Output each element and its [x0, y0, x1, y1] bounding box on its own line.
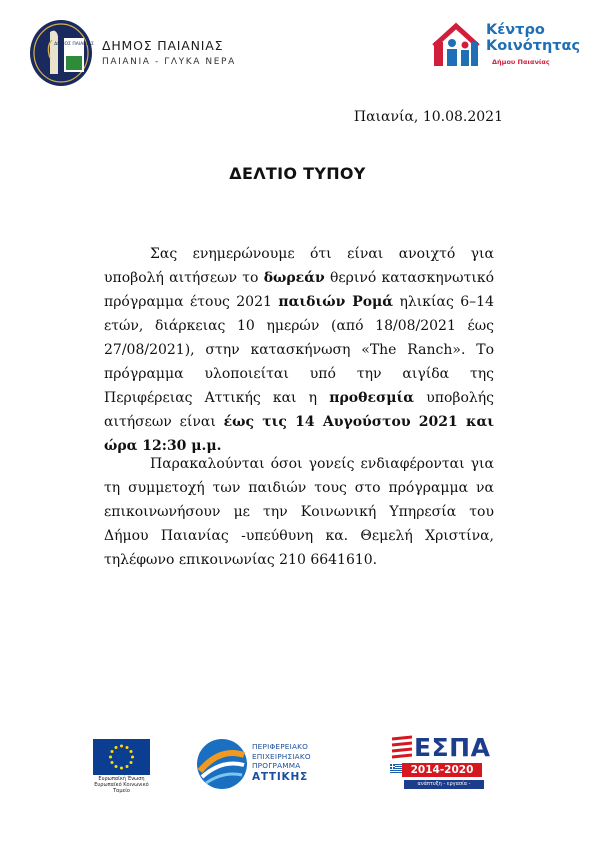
municipality-seal-icon	[28, 18, 94, 88]
kentro-koinotitas-logo	[430, 18, 588, 80]
municipality-subtitle: ΠΑΙΑΝΙΑ - ΓΛΥΚΑ ΝΕΡΑ	[102, 57, 236, 67]
p1-bold-date: έως τις 14 Αυγούστου 2021 και ώρα 12:30 μ.μ.	[104, 414, 494, 454]
espa-years: 2014-2020	[402, 763, 482, 777]
p1-bold-deadline: προθεσμία	[329, 390, 415, 406]
p2-text: Παρακαλούνται όσοι γονείς ενδιαφέρονται για τη συμμετοχή των παιδιών τους στο πρόγραμμα να επικοινωνήσουν με την Κοινωνική Υπηρεσία του Δήμου Παιανίας -υπεύθυνη κα. Θεμελή Χριστίνα, τηλέφωνο επικοινωνίας 210 6641610.	[104, 456, 494, 568]
document-date: Παιανία, 10.08.2021	[353, 109, 503, 125]
eu-caption-2: Ευρωπαϊκό Κοινωνικό Ταμείο	[94, 782, 149, 794]
p1-text-4: υποβολής αιτήσεων είναι	[104, 390, 494, 430]
espa-logo-icon	[390, 735, 414, 761]
espa-logo	[390, 733, 491, 796]
pep-line-2: ΕΠΙΧΕΙΡΗΣΙΑΚΟ	[252, 751, 311, 761]
pep-line-3: ΠΡΟΓΡΑΜΜΑ	[252, 761, 301, 770]
kentro-subtitle: Δήμου Παιανίας	[492, 58, 550, 66]
greek-flag-icon	[390, 764, 402, 773]
kentro-koinotitas-logo-icon	[430, 20, 482, 70]
kentro-line1: Κέντρο	[486, 22, 545, 38]
espa-title: ΕΣΠΑ	[414, 733, 491, 762]
municipality-name: ΔΗΜΟΣ ΠΑΙΑΝΙΑΣ	[102, 38, 224, 53]
p1-text-3: ηλικίας 6–14 ετών, διάρκειας 10 ημερών (από 18/08/2021 έως 27/08/2021), στην κατασκήνωση «The Ranch». Το πρόγραμμα υλοποιείται υπό την αιγίδα της Περιφέρειας Αττικής και η	[104, 294, 494, 406]
paragraph-2	[104, 452, 494, 572]
pep-line-4: ΑΤΤΙΚΗΣ	[252, 770, 309, 783]
pep-attica-logo	[196, 737, 341, 793]
kentro-line2: Κοινότητας	[486, 38, 581, 54]
kentro-title	[486, 22, 580, 54]
eu-logo	[93, 739, 150, 794]
espa-tagline: ανάπτυξη - εργασία - αλληλεγγύη	[404, 780, 484, 789]
pep-text	[252, 742, 311, 784]
paragraph-1	[104, 242, 494, 458]
p1-bold-roma: παιδιών Ρομά	[278, 294, 394, 310]
p1-text-2: θερινό κατασκηνωτικό πρόγραμμα έτους 2021	[104, 270, 494, 310]
seal-text: ΔΗΜΟΣ ΠΑΙΑΝΙΑΣ	[54, 42, 94, 47]
p1-text-1: Σας ενημερώνουμε ότι είναι ανοιχτό για υποβολή αιτήσεων το	[104, 246, 494, 286]
eu-caption	[93, 776, 150, 794]
pep-line-1: ΠΕΡΙΦΕΡΕΙΑΚΟ	[252, 742, 309, 751]
p1-bold-free: δωρεάν	[263, 270, 325, 286]
pep-attica-logo-icon	[196, 737, 248, 791]
eu-caption-1: Ευρωπαϊκή Ένωση	[98, 776, 145, 782]
municipality-header	[28, 18, 268, 90]
document-title: ΔΕΛΤΙΟ ΤΥΠΟΥ	[229, 164, 366, 183]
eu-flag-icon	[93, 739, 150, 775]
